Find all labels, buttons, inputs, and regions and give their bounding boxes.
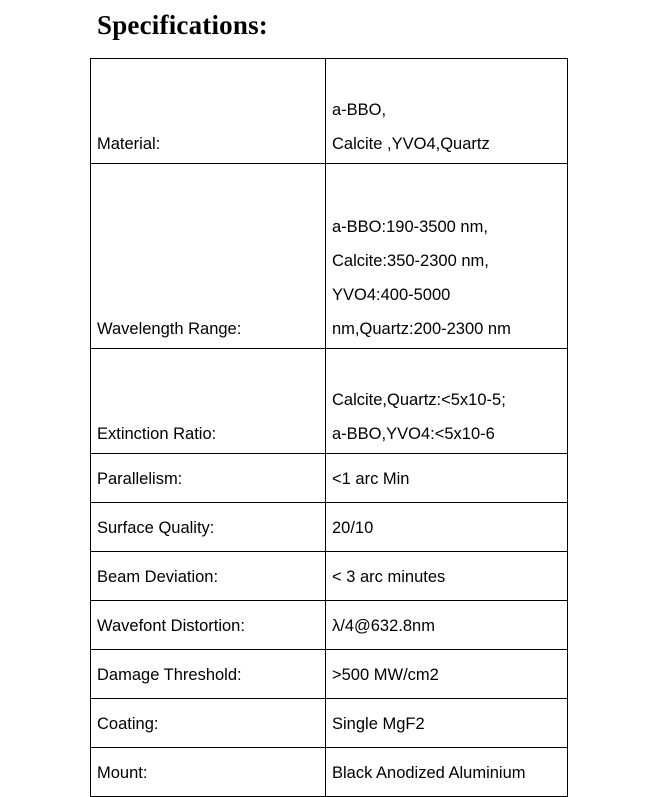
spec-value-surface-quality: 20/10 <box>326 503 568 552</box>
spec-value-mount: Black Anodized Aluminium <box>326 748 568 797</box>
spec-label-beam-deviation: Beam Deviation: <box>91 552 326 601</box>
spec-label-extinction-ratio: Extinction Ratio: <box>91 349 326 454</box>
spec-value-wavefront-distortion: λ/4@632.8nm <box>326 601 568 650</box>
spec-value-line: YVO4:400-5000 <box>332 286 451 304</box>
spec-value-line: Calcite,Quartz:<5x10-5; <box>332 391 506 409</box>
spec-value-line: Calcite:350-2300 nm, <box>332 252 489 270</box>
specifications-table <box>90 58 568 797</box>
spec-value-line: a-BBO:190-3500 nm, <box>332 218 488 236</box>
table-row <box>91 601 568 650</box>
spec-value-line: a-BBO,YVO4:<5x10-6 <box>332 425 495 443</box>
table-row <box>91 59 568 164</box>
spec-value-material <box>326 59 568 164</box>
spec-label-mount: Mount: <box>91 748 326 797</box>
table-row <box>91 454 568 503</box>
table-row <box>91 503 568 552</box>
table-row <box>91 699 568 748</box>
spec-value-coating: Single MgF2 <box>326 699 568 748</box>
spec-label-damage-threshold: Damage Threshold: <box>91 650 326 699</box>
spec-value-parallelism: <1 arc Min <box>326 454 568 503</box>
spec-value-wavelength-range <box>326 164 568 349</box>
spec-label-wavelength-range: Wavelength Range: <box>91 164 326 349</box>
table-row <box>91 164 568 349</box>
table-row <box>91 748 568 797</box>
spec-label-coating: Coating: <box>91 699 326 748</box>
spec-value-damage-threshold: >500 MW/cm2 <box>326 650 568 699</box>
spec-value-line: Calcite ,YVO4,Quartz <box>332 135 490 153</box>
spec-value-beam-deviation: < 3 arc minutes <box>326 552 568 601</box>
table-row <box>91 552 568 601</box>
spec-label-material: Material: <box>91 59 326 164</box>
table-row <box>91 349 568 454</box>
spec-value-extinction-ratio <box>326 349 568 454</box>
spec-label-surface-quality: Surface Quality: <box>91 503 326 552</box>
spec-value-line: a-BBO, <box>332 101 387 119</box>
page-title: Specifications: <box>97 10 268 40</box>
spec-value-line: nm,Quartz:200-2300 nm <box>332 320 511 338</box>
spec-label-wavefront-distortion: Wavefont Distortion: <box>91 601 326 650</box>
spec-label-parallelism: Parallelism: <box>91 454 326 503</box>
table-row <box>91 650 568 699</box>
